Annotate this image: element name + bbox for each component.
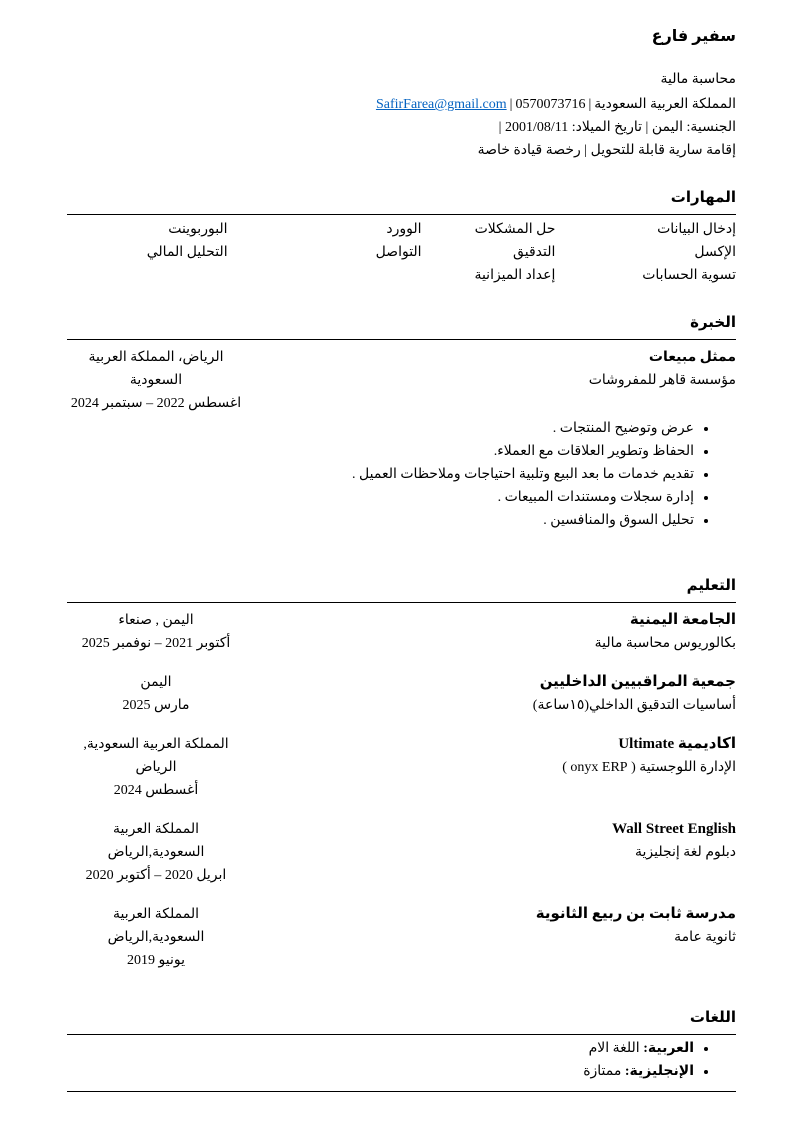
education-entry-main [245, 818, 736, 887]
skills-row [67, 264, 736, 287]
experience-dates: اغسطس 2022 – سبتمبر 2024 [70, 396, 242, 411]
skill-item: الإكسل [694, 245, 736, 260]
education-heading: التعليم [686, 578, 736, 594]
contact-separator: | [509, 97, 513, 112]
experience-entry-side [67, 346, 245, 415]
section-divider [67, 339, 736, 340]
language-level: اللغة الام [588, 1041, 640, 1056]
education-dates: ابريل 2020 – أكتوبر 2020 [85, 868, 227, 883]
skill-item: حل المشكلات [474, 222, 556, 237]
education-subtitle: دبلوم لغة إنجليزية [634, 845, 736, 860]
skill-item: التدقيق [513, 245, 556, 260]
education-section [67, 576, 736, 972]
skill-item [228, 264, 422, 287]
experience-section [67, 313, 736, 532]
education-dates: أكتوبر 2021 – نوفمبر 2025 [81, 636, 231, 651]
education-entry-side [67, 903, 245, 972]
education-location: المملكة العربية السعودية,الرياض [107, 907, 205, 945]
language-level: ممتازة [583, 1064, 622, 1079]
skills-row [67, 218, 736, 241]
candidate-name: سفير فارع [651, 28, 736, 45]
education-title: Wall Street English [612, 821, 736, 837]
languages-heading: اللغات [689, 1010, 736, 1026]
education-entry-main [245, 609, 736, 655]
skill-item [67, 264, 228, 287]
education-dates: يونيو 2019 [127, 953, 185, 968]
education-location: المملكة العربية السعودية,الرياض [107, 822, 205, 860]
education-dates: مارس 2025 [122, 698, 190, 713]
education-entry-main [245, 733, 736, 802]
education-entry-side [67, 733, 245, 802]
education-entry [67, 903, 736, 972]
education-entry-side [67, 818, 245, 887]
resume-header [67, 26, 736, 162]
experience-location: الرياض، المملكة العربية السعودية [88, 350, 224, 388]
education-title: الجامعة اليمنية [629, 612, 736, 628]
language-name: العربية: [643, 1041, 694, 1056]
education-dates: أغسطس 2024 [113, 783, 199, 798]
contact-line-3: إقامة سارية قابلة للتحويل | رخصة قيادة خاصة [477, 143, 736, 158]
skills-table [67, 218, 736, 287]
education-entry-side [67, 609, 245, 655]
education-entry [67, 609, 736, 655]
contact-country: المملكة العربية السعودية [594, 97, 736, 112]
skill-item: إعداد الميزانية [474, 268, 556, 283]
experience-bullet: • تقديم خدمات ما بعد البيع وتلبية احتياجات وملاحظات العميل . [67, 463, 694, 486]
languages-list [67, 1037, 736, 1083]
skill-item: تسوية الحسابات [642, 268, 736, 283]
experience-entry-main [245, 346, 736, 415]
skill-item: البوربوينت [168, 222, 228, 237]
experience-bullet: • تحليل السوق والمنافسين . [67, 509, 694, 532]
experience-entry-head [67, 346, 736, 415]
education-entry [67, 733, 736, 802]
email-link[interactable]: SafirFarea@gmail.com [375, 97, 507, 112]
skill-item: إدخال البيانات [657, 222, 736, 237]
experience-role: ممثل مبيعات [648, 350, 736, 365]
skills-heading: المهارات [670, 190, 736, 206]
contact-line-1 [67, 93, 736, 116]
skill-item: التحليل المالي [146, 245, 228, 260]
education-title: جمعية المراقبيين الداخليين [539, 674, 736, 690]
contact-separator: | [588, 97, 592, 112]
experience-bullet: • إدارة سجلات ومستندات المبيعات . [67, 486, 694, 509]
education-subtitle: الإدارة اللوجستية ( onyx ERP ) [562, 760, 736, 775]
language-name: الإنجليزية: [624, 1064, 694, 1079]
experience-bullet: • عرض وتوضيح المنتجات . [67, 417, 694, 440]
education-location: المملكة العربية السعودية, الرياض [83, 737, 229, 775]
section-divider [67, 214, 736, 215]
experience-bullet-list [67, 417, 736, 532]
closing-divider [67, 1091, 736, 1092]
candidate-job-title: محاسبة مالية [660, 72, 736, 87]
contact-phone: 0570073716 [515, 97, 586, 112]
education-location: اليمن , صنعاء [118, 613, 194, 628]
education-subtitle: ثانوية عامة [674, 930, 736, 945]
education-entry-main [245, 671, 736, 717]
education-subtitle: بكالوريوس محاسبة مالية [594, 636, 736, 651]
education-entry [67, 671, 736, 717]
skill-item: التواصل [375, 245, 422, 260]
languages-section [67, 1008, 736, 1092]
experience-entry [67, 346, 736, 532]
contact-line-2: الجنسية: اليمن | تاريخ الميلاد: 2001/08/11 | [498, 120, 736, 135]
education-entry-main [245, 903, 736, 972]
skills-section [67, 188, 736, 287]
education-entry [67, 818, 736, 887]
experience-heading: الخبرة [690, 315, 736, 331]
skill-item: الوورد [386, 222, 422, 237]
language-item [67, 1060, 694, 1083]
section-divider [67, 1034, 736, 1035]
skills-row [67, 241, 736, 264]
education-entry-side [67, 671, 245, 717]
education-title: مدرسة ثابت بن ربيع الثانوية [535, 906, 736, 922]
experience-bullet: • الحفاظ وتطوير العلاقات مع العملاء. [67, 440, 694, 463]
language-item [67, 1037, 694, 1060]
education-subtitle: أساسيات التدقيق الداخلي(١٥ساعة) [532, 698, 736, 713]
section-divider [67, 602, 736, 603]
experience-company: مؤسسة قاهر للمفروشات [588, 373, 736, 388]
education-location: اليمن [140, 675, 172, 690]
education-title: اكاديمية Ultimate [618, 736, 736, 752]
